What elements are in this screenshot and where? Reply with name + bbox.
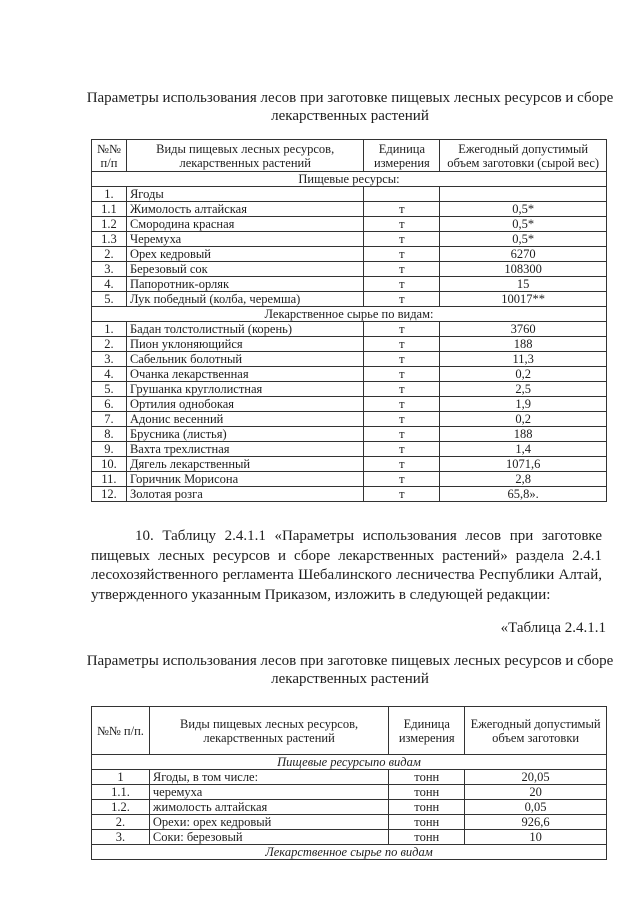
resource-name: Ягоды [126, 187, 363, 202]
volume: 20,05 [465, 770, 607, 785]
table2-header-row [92, 707, 607, 755]
section-label: Лекарственное сырье по видам: [92, 307, 607, 322]
volume: 0,5* [440, 217, 607, 232]
unit: т [364, 427, 440, 442]
table-row [92, 487, 607, 502]
resource-name: Орехи: орех кедровый [149, 815, 388, 830]
volume: 0,5* [440, 202, 607, 217]
table2-header-num: №№ п/п. [92, 707, 150, 755]
row-number: 6. [92, 397, 127, 412]
row-number: 10. [92, 457, 127, 472]
volume: 188 [440, 337, 607, 352]
volume: 65,8». [440, 487, 607, 502]
volume: 10 [465, 830, 607, 845]
resource-name: Адонис весенний [126, 412, 363, 427]
volume: 1,9 [440, 397, 607, 412]
unit: т [364, 397, 440, 412]
resource-name: Ортилия однобокая [126, 397, 363, 412]
unit: т [364, 247, 440, 262]
table-reference: «Таблица 2.4.1.1 [500, 620, 606, 636]
resource-name: Черемуха [126, 232, 363, 247]
table1-header-name: Виды пищевых лесных ресурсов, лекарственных растений [126, 140, 363, 172]
section-label: Пищевые ресурсы: [92, 172, 607, 187]
resource-name: Пион уклоняющийся [126, 337, 363, 352]
row-number: 1.1. [92, 785, 150, 800]
table1-header-row [92, 140, 607, 172]
volume: 10017** [440, 292, 607, 307]
unit: т [364, 202, 440, 217]
section-row [92, 307, 607, 322]
amendment-paragraph: 10. Таблицу 2.4.1.1 «Параметры использования лесов при заготовке пищевых лесных ресурсов и сборе лекарственных растений» раздела 2.4.1 лесохозяйственного регламента Шебалинского лесничества Республики Алтай, утвержденного указанным Приказом, изложить в следующей редакции: [91, 528, 602, 603]
table-row [92, 815, 607, 830]
volume: 108300 [440, 262, 607, 277]
resource-name: Лук победный (колба, черемша) [126, 292, 363, 307]
row-number: 11. [92, 472, 127, 487]
volume: 2,5 [440, 382, 607, 397]
volume [440, 187, 607, 202]
volume: 1071,6 [440, 457, 607, 472]
unit: т [364, 292, 440, 307]
unit: т [364, 412, 440, 427]
table1 [91, 139, 607, 502]
table-row [92, 262, 607, 277]
table-row [92, 217, 607, 232]
unit: т [364, 277, 440, 292]
table2-header-volume: Ежегодный допустимый объем заготовки [465, 707, 607, 755]
section-row [92, 755, 607, 770]
resource-name: Дягель лекарственный [126, 457, 363, 472]
row-number: 5. [92, 382, 127, 397]
resource-name: Брусника (листья) [126, 427, 363, 442]
table1-header-unit: Единица измерения [364, 140, 440, 172]
table2-title: Параметры использования лесов при заготовке пищевых лесных ресурсов и сборе лекарственных растений [86, 653, 614, 687]
row-number: 1.2. [92, 800, 150, 815]
row-number: 1.1 [92, 202, 127, 217]
unit: т [364, 367, 440, 382]
volume: 0,2 [440, 367, 607, 382]
unit: тонн [389, 770, 465, 785]
resource-name: Грушанка круглолистная [126, 382, 363, 397]
unit: тонн [389, 785, 465, 800]
resource-name: Орех кедровый [126, 247, 363, 262]
table-row [92, 457, 607, 472]
unit: т [364, 232, 440, 247]
row-number: 3. [92, 352, 127, 367]
section-label: Лекарственное сырье по видам [92, 845, 607, 860]
table1-title: Параметры использования лесов при заготовке пищевых лесных ресурсов и сборе лекарственных растений [86, 90, 614, 124]
table-row [92, 247, 607, 262]
row-number: 8. [92, 427, 127, 442]
volume: 0,5* [440, 232, 607, 247]
unit: т [364, 442, 440, 457]
table-row [92, 427, 607, 442]
table-row [92, 412, 607, 427]
resource-name: Вахта трехлистная [126, 442, 363, 457]
table-row [92, 382, 607, 397]
unit: т [364, 472, 440, 487]
unit: т [364, 217, 440, 232]
table-row [92, 352, 607, 367]
unit: т [364, 337, 440, 352]
resource-name: Бадан толстолистный (корень) [126, 322, 363, 337]
table-row [92, 367, 607, 382]
section-row [92, 172, 607, 187]
table-row [92, 232, 607, 247]
unit: т [364, 262, 440, 277]
volume: 15 [440, 277, 607, 292]
row-number: 4. [92, 367, 127, 382]
volume: 20 [465, 785, 607, 800]
table-row [92, 322, 607, 337]
resource-name: Папоротник-орляк [126, 277, 363, 292]
resource-name: Соки: березовый [149, 830, 388, 845]
resource-name: жимолость алтайская [149, 800, 388, 815]
resource-name: черемуха [149, 785, 388, 800]
table1-header-volume: Ежегодный допустимый объем заготовки (сырой вес) [440, 140, 607, 172]
table-row [92, 202, 607, 217]
table2-body [92, 755, 607, 860]
volume: 0,05 [465, 800, 607, 815]
table-row [92, 337, 607, 352]
table-row [92, 830, 607, 845]
section-label: Пищевые ресурсыпо видам [92, 755, 607, 770]
unit: т [364, 457, 440, 472]
row-number: 1. [92, 187, 127, 202]
table2 [91, 706, 607, 860]
table-row [92, 472, 607, 487]
unit: тонн [389, 800, 465, 815]
volume: 3760 [440, 322, 607, 337]
volume: 11,3 [440, 352, 607, 367]
table2-header-unit: Единица измерения [389, 707, 465, 755]
volume: 926,6 [465, 815, 607, 830]
table-row [92, 770, 607, 785]
row-number: 7. [92, 412, 127, 427]
table2-header-name: Виды пищевых лесных ресурсов, лекарственных растений [149, 707, 388, 755]
table-row [92, 785, 607, 800]
table-row [92, 292, 607, 307]
row-number: 9. [92, 442, 127, 457]
table-row [92, 397, 607, 412]
table-row [92, 442, 607, 457]
row-number: 1 [92, 770, 150, 785]
volume: 2,8 [440, 472, 607, 487]
resource-name: Смородина красная [126, 217, 363, 232]
unit: тонн [389, 815, 465, 830]
row-number: 2. [92, 247, 127, 262]
table-row [92, 800, 607, 815]
volume: 188 [440, 427, 607, 442]
table-row [92, 277, 607, 292]
resource-name: Очанка лекарственная [126, 367, 363, 382]
volume: 6270 [440, 247, 607, 262]
row-number: 1.3 [92, 232, 127, 247]
row-number: 4. [92, 277, 127, 292]
unit: тонн [389, 830, 465, 845]
table1-header-num: №№ п/п [92, 140, 127, 172]
unit: т [364, 487, 440, 502]
row-number: 2. [92, 815, 150, 830]
row-number: 3. [92, 830, 150, 845]
unit: т [364, 382, 440, 397]
resource-name: Горичник Морисона [126, 472, 363, 487]
volume: 0,2 [440, 412, 607, 427]
resource-name: Сабельник болотный [126, 352, 363, 367]
table1-body [92, 172, 607, 502]
resource-name: Березовый сок [126, 262, 363, 277]
row-number: 12. [92, 487, 127, 502]
section-row [92, 845, 607, 860]
row-number: 1. [92, 322, 127, 337]
row-number: 2. [92, 337, 127, 352]
row-number: 3. [92, 262, 127, 277]
row-number: 1.2 [92, 217, 127, 232]
row-number: 5. [92, 292, 127, 307]
resource-name: Жимолость алтайская [126, 202, 363, 217]
resource-name: Золотая розга [126, 487, 363, 502]
volume: 1,4 [440, 442, 607, 457]
unit: т [364, 322, 440, 337]
resource-name: Ягоды, в том числе: [149, 770, 388, 785]
unit [364, 187, 440, 202]
unit: т [364, 352, 440, 367]
table-row [92, 187, 607, 202]
